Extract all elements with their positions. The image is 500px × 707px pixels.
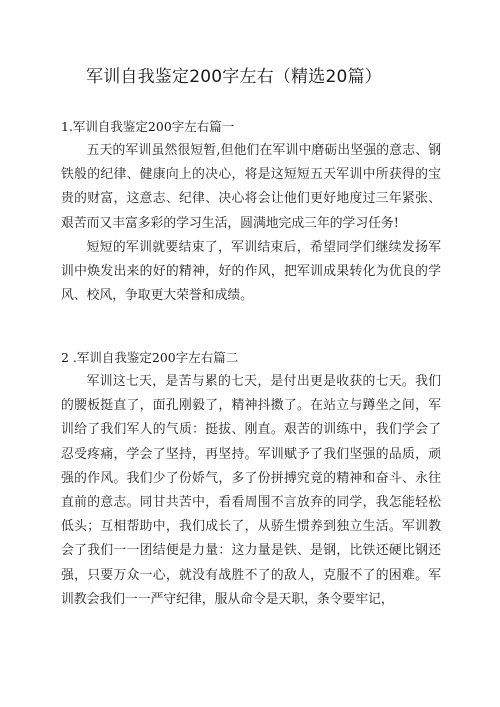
paragraph: 五天的军训虽然很短暂,但他们在军训中磨砺出坚强的意志、钢铁般的纪律、健康向上的决心，将是这短短五天军训中所获得的宝贵的财富，这意志、纪律、决心将会让他们更好地度过三年紧张、艰苦而又丰富多彩的学习生活，圆满地完成三年的学习任务! bbox=[61, 143, 441, 231]
section-1 bbox=[61, 115, 441, 308]
paragraph: 短短的军训就要结束了，军训结束后，希望同学们继续发扬军训中焕发出来的好的精神，好的作风，把军训成果转化为优良的学风、校风，争取更大荣誉和成绩。 bbox=[61, 239, 441, 304]
document-title: 军训自我鉴定200字左右（精选20篇） bbox=[86, 67, 382, 87]
section-heading: 2 .军训自我鉴定200字左右篇二 bbox=[61, 350, 239, 365]
paragraph: 军训这七天，是苦与累的七天，是付出更是收获的七天。我们的腰板挺直了，面孔刚毅了，精神抖擞了。在站立与蹲坐之间，军训给了我们军人的气质：挺拔、刚直。艰苦的训练中，我们学会了忍受疼痛，学会了坚持，再坚持。军训赋予了我们坚强的品质，顽强的作风。我们少了份娇气，多了份拼搏究竟的精神和奋斗、永往直前的意志。同甘共苦中，看看周围不言放弃的同学，我怎能轻松低头；互相帮助中，我们成长了，从骄生惯养到独立生活。军训教会了我们一一团结便是力量：这力量是铁、是钢，比铁还硬比钢还强，只要万众一心，就没有战胜不了的敌人，克服不了的困难。军训教会我们一一严守纪律，服从命令是天职，条令要牢记， bbox=[61, 374, 441, 607]
section-2 bbox=[61, 346, 441, 612]
section-heading: 1.军训自我鉴定200字左右篇一 bbox=[61, 119, 235, 134]
